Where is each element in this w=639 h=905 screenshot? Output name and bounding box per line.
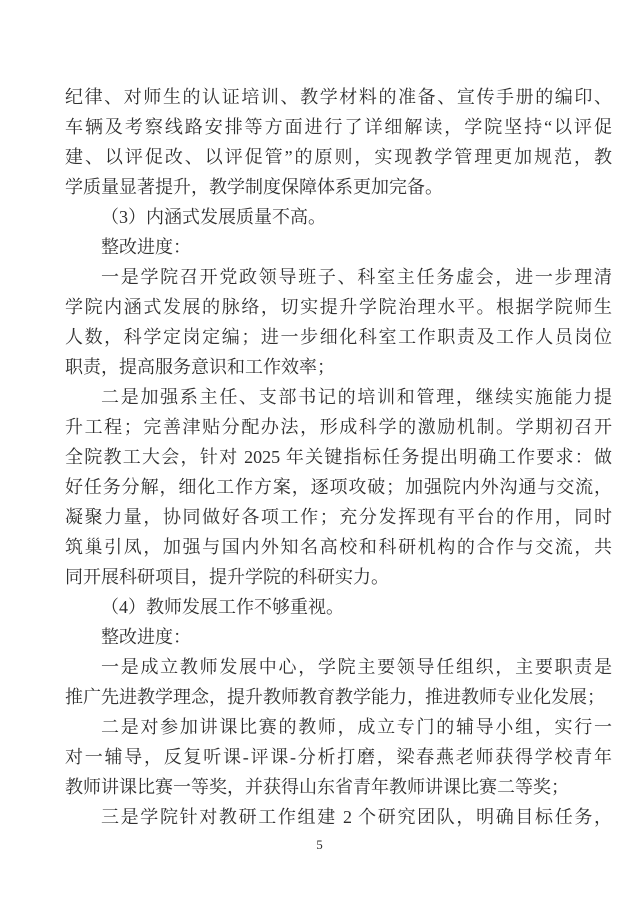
- text-line: 二是加强系主任、支部书记的培训和管理，继续实施能力提: [101, 387, 612, 407]
- text-line: 凝聚力量，协同做好各项工作；充分发挥现有平台的作用，同时: [65, 507, 612, 527]
- text-line: 整改进度：: [101, 237, 191, 257]
- text-line: 推广先进教学理念，提升教师教育教学能力，推进教师专业化发展；: [65, 687, 605, 707]
- text-line: 教师讲课比赛一等奖，并获得山东省青年教师讲课比赛二等奖；: [65, 777, 569, 797]
- text-line: （4）教师发展工作不够重视。: [101, 597, 344, 617]
- text-line: 筑巢引凤，加强与国内外知名高校和科研机构的合作与交流，共: [65, 537, 612, 557]
- text-line: 二是对参加讲课比赛的教师，成立专门的辅导小组，实行一: [101, 717, 612, 737]
- text-line: 一是学院召开党政领导班子、科室主任务虚会，进一步理清: [101, 267, 612, 287]
- text-line: 职责，提高服务意识和工作效率；: [65, 357, 335, 377]
- text-line: 学院内涵式发展的脉络，切实提升学院治理水平。根据学院师生: [65, 297, 612, 317]
- text-line: 车辆及考察线路安排等方面进行了详细解读，学院坚持“以评促: [65, 117, 612, 137]
- text-line: 学质量显著提升，教学制度保障体系更加完备。: [65, 177, 443, 197]
- text-line: 人数，科学定岗定编；进一步细化科室工作职责及工作人员岗位: [65, 327, 612, 347]
- page-footer: [0, 836, 639, 854]
- text-line: 一是成立教师发展中心，学院主要领导任组织，主要职责是: [101, 657, 612, 677]
- text-line: 同开展科研项目，提升学院的科研实力。: [65, 567, 389, 587]
- text-line: 升工程；完善津贴分配办法，形成科学的激励机制。学期初召开: [65, 417, 612, 437]
- page-number: 5: [316, 837, 323, 852]
- text-line: 整改进度：: [101, 627, 191, 647]
- text-line: 纪律、对师生的认证培训、教学材料的准备、宣传手册的编印、: [65, 87, 612, 107]
- text-line: 对一辅导，反复听课-评课-分析打磨，梁春燕老师获得学校青年: [65, 747, 612, 767]
- text-line: 建、以评促改、以评促管”的原则，实现教学管理更加规范，教: [65, 147, 612, 167]
- text-line: （3）内涵式发展质量不高。: [101, 207, 326, 227]
- text-line: 好任务分解，细化工作方案，逐项攻破；加强院内外沟通与交流，: [65, 477, 612, 497]
- text-line: 全院教工大会，针对 2025 年关键指标任务提出明确工作要求：做: [65, 447, 612, 467]
- text-line: 三是学院针对教研工作组建 2 个研究团队，明确目标任务，: [101, 807, 612, 827]
- document-body: [65, 82, 612, 832]
